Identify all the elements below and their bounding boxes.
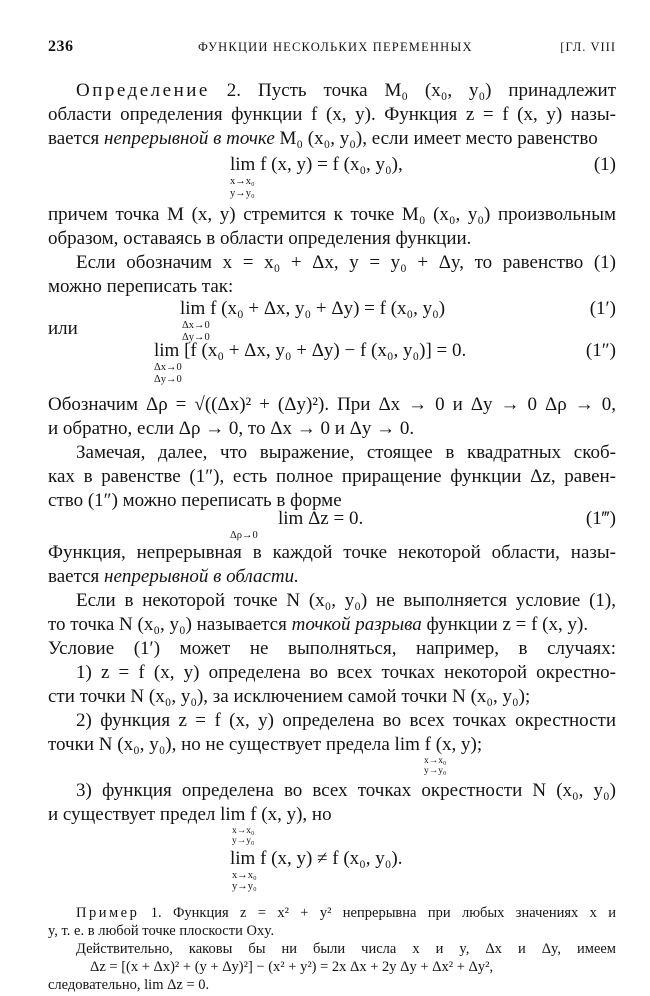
- limit-subscript: Δx→0: [182, 320, 210, 331]
- equation-1: [48, 154, 616, 178]
- emphasis-term: непрерывной в области.: [104, 566, 299, 587]
- text-line: [76, 80, 616, 102]
- limit-subscript: x→x₀: [230, 176, 255, 187]
- equation-number: (1″): [585, 340, 616, 361]
- text-line: области определения функции f (x, y). Функция z = f (x, y) назы-: [48, 104, 616, 125]
- text-line: Если в некоторой точке N (x₀, y₀) не выполняется условие (1),: [76, 590, 616, 611]
- running-header: [48, 38, 616, 60]
- text-span: 1. Функция z = x² + y² непрерывна при любых значениях x и: [150, 905, 617, 921]
- text-line: или: [48, 318, 78, 339]
- text-span: функции z = f (x, y).: [421, 614, 589, 635]
- text-line: Замечая, далее, что выражение, стоящее в квадратных скоб-: [76, 442, 616, 463]
- equation-body: lim f (x₀ + Δx, y₀ + Δy) = f (x₀, y₀): [180, 298, 446, 319]
- limit-subscript: x→x₀: [232, 870, 257, 881]
- definition-heading: Определение: [76, 80, 210, 101]
- text-line: 2) функция z = f (x, y) определена во всех точках окрестности: [76, 710, 616, 731]
- limit-subscript: x→x₀: [232, 826, 255, 836]
- emphasis-term: непрерывной в точке: [104, 128, 275, 149]
- limit-subscript: Δρ→0: [230, 530, 258, 541]
- equation-1-double-prime: [48, 340, 616, 364]
- text-line: точки N (x₀, y₀), но не существует предела lim f (x, y);: [48, 734, 483, 755]
- emphasis-term: точкой разрыва: [291, 614, 422, 635]
- equation-number: (1‴): [585, 508, 616, 529]
- limit-subscript: y→y₀: [230, 188, 255, 199]
- text-line: ках в равенстве (1″), есть полное приращение функции Δz, равен-: [48, 466, 616, 487]
- text-span: вается: [48, 128, 105, 149]
- text-line: [48, 566, 616, 588]
- limit-subscript: y→y₀: [232, 881, 257, 892]
- example-line: y, т. е. в любой точке плоскости Oxy.: [48, 923, 275, 939]
- text-line: и обратно, если Δρ → 0, то Δx → 0 и Δy → 0.: [48, 418, 415, 439]
- equation-body: lim f (x, y) ≠ f (x₀, y₀).: [230, 848, 403, 869]
- example-heading: Пример: [76, 905, 140, 921]
- equation-body: lim Δz = 0.: [278, 508, 364, 529]
- text-line: Условие (1′) может не выполняться, например, в случаях:: [48, 638, 616, 659]
- equation-body: lim f (x, y) = f (x₀, y₀),: [230, 154, 403, 175]
- text-span: вается: [48, 566, 105, 587]
- limit-subscript: Δx→0: [154, 362, 182, 373]
- text-line: 1) z = f (x, y) определена во всех точках некоторой окрестно-: [76, 662, 616, 683]
- text-line: сти точки N (x₀, y₀), за исключением самой точки N (x₀, y₀);: [48, 686, 531, 707]
- equation-number: (1): [593, 154, 616, 175]
- limit-subscript: y→y₀: [232, 836, 255, 846]
- equation-inequality: [48, 848, 616, 872]
- text-span: M₀ (x₀, y₀), если имеет место равенство: [274, 128, 598, 149]
- limit-subscript: x→x₀: [424, 756, 447, 766]
- example-line: [76, 904, 616, 922]
- text-span: то точка N (x₀, y₀) называется: [48, 614, 292, 635]
- text-line: 3) функция определена во всех точках окрестности N (x₀, y₀): [76, 780, 616, 801]
- text-line: можно переписать так:: [48, 276, 234, 297]
- equation-1-triple-prime: [48, 508, 616, 532]
- text-line: Если обозначим x = x₀ + Δx, y = y₀ + Δy, то равенство (1): [76, 252, 616, 273]
- equation-number: (1′): [589, 298, 616, 319]
- limit-subscript: Δy→0: [154, 374, 182, 385]
- page-number: 236: [48, 38, 74, 55]
- chapter-label: [ГЛ. VIII: [560, 40, 616, 54]
- equation-body: lim [f (x₀ + Δx, y₀ + Δy) − f (x₀, y₀)] = 0.: [154, 340, 467, 361]
- text-line: [48, 614, 616, 636]
- example-line: Действительно, каковы бы ни были числа x и y, Δx и Δy, имеем: [76, 941, 616, 957]
- text-line: и существует предел lim f (x, y), но: [48, 804, 332, 825]
- limit-subscript: Δy→0: [182, 332, 210, 343]
- example-equation: Δz = [(x + Δx)² + (y + Δy)²] − (x² + y²) = 2x Δx + 2y Δy + Δx² + Δy²,: [90, 959, 494, 975]
- text-line: [48, 128, 616, 150]
- text-span: 2. Пусть точка M₀ (x₀, y₀) принадлежит: [226, 80, 617, 101]
- text-line: причем точка M (x, y) стремится к точке M₀ (x₀, y₀) произвольным: [48, 204, 616, 225]
- example-line: следовательно, lim Δz = 0.: [48, 977, 210, 993]
- text-line: Функция, непрерывная в каждой точке некоторой области, назы-: [48, 542, 616, 563]
- running-title: ФУНКЦИИ НЕСКОЛЬКИХ ПЕРЕМЕННЫХ: [198, 40, 473, 54]
- text-line: Обозначим Δρ = √((Δx)² + (Δy)²). При Δx → 0 и Δy → 0 Δρ → 0,: [48, 394, 616, 415]
- text-line: образом, оставаясь в области определения функции.: [48, 228, 472, 249]
- limit-subscript: y→y₀: [424, 766, 447, 776]
- text-line: ство (1″) можно переписать в форме: [48, 490, 342, 511]
